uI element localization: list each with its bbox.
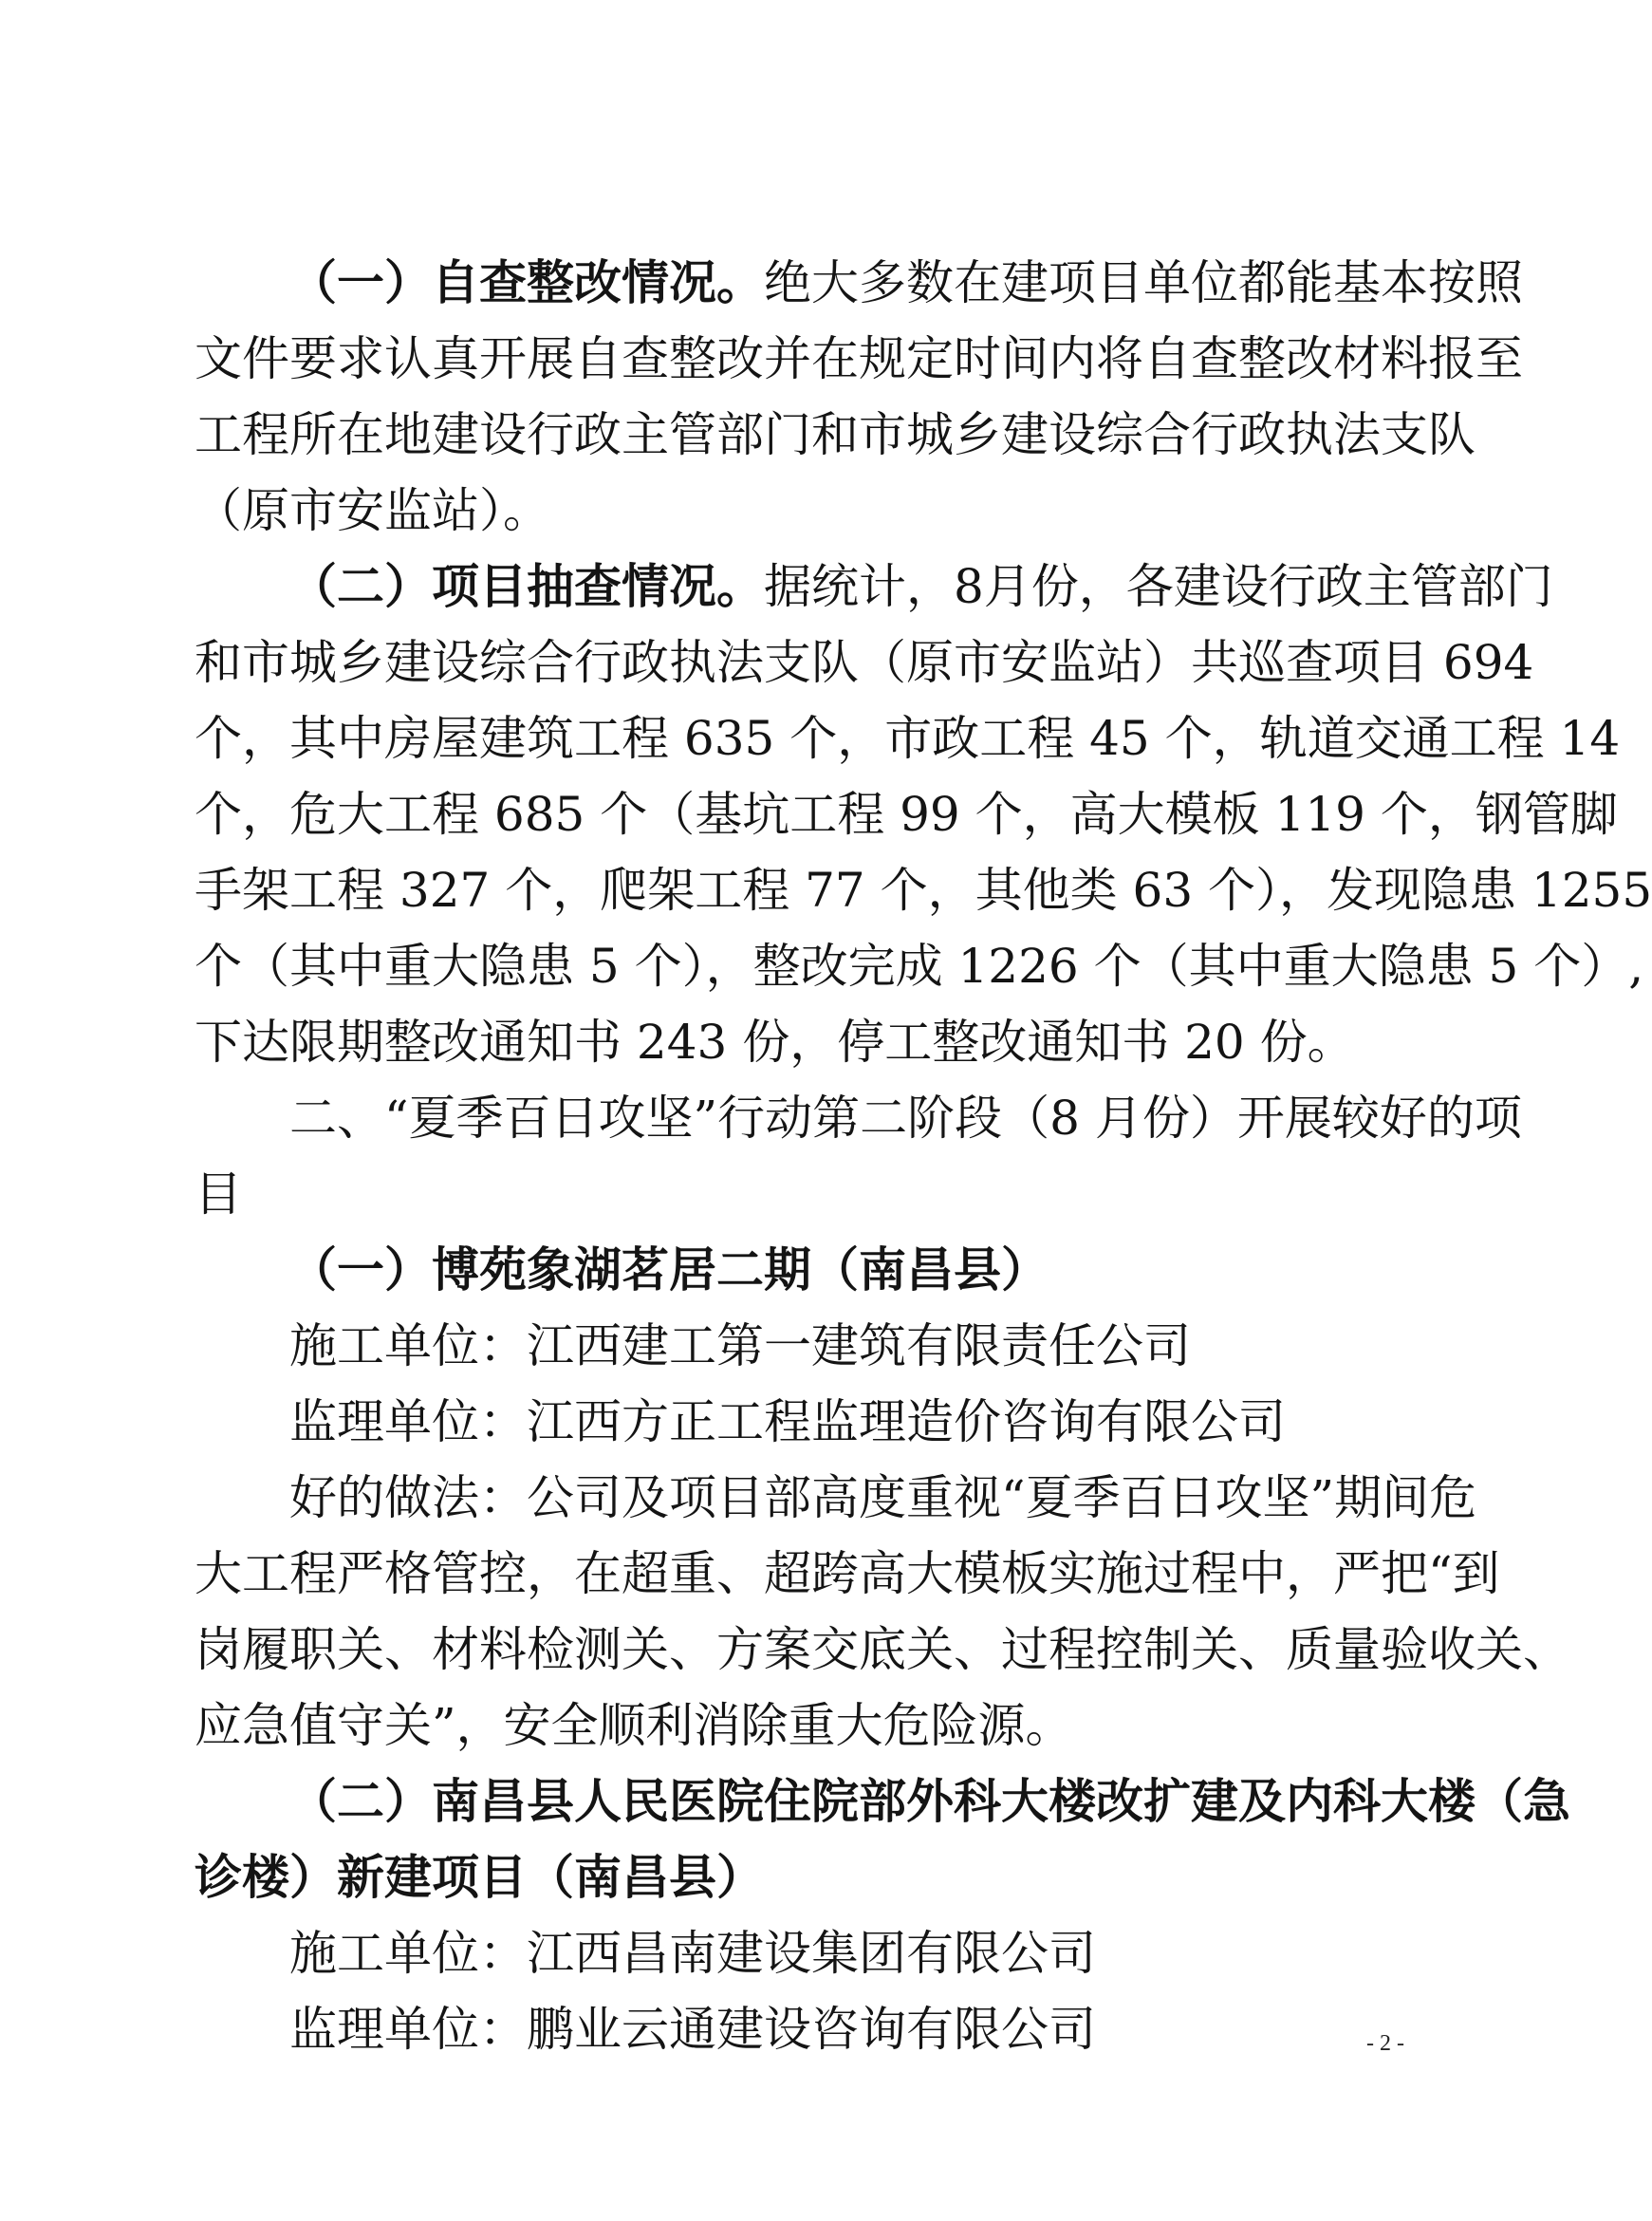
project-title: 诊楼）新建项目（南昌县） xyxy=(195,1849,764,1905)
project-title: （一）博苑象湖茗居二期（南昌县） xyxy=(289,1241,1049,1297)
body-text: 好的做法：公司及项目部高度重视“夏季百日攻坚”期间危 xyxy=(289,1470,1477,1525)
body-text: （原市安监站）。 xyxy=(195,483,550,538)
paragraph-line xyxy=(195,1915,1385,1991)
body-text: 绝大多数在建项目单位都能基本按照 xyxy=(764,255,1523,310)
body-text: 手架工程 327 个，爬架工程 77 个，其他类 63 个），发现隐患 1255 xyxy=(195,863,1652,918)
contractor-text: 施工单位：江西昌南建设集团有限公司 xyxy=(289,1926,1096,1981)
section-heading: （二）项目抽查情况。 xyxy=(289,558,764,614)
body-text: 应急值守关”，安全顺利消除重大危险源。 xyxy=(195,1698,1073,1753)
body-text: 岗履职关、材料检测关、方案交底关、过程控制关、质量验收关、 xyxy=(195,1622,1570,1677)
body-text: 个，危大工程 685 个（基坑工程 99 个，高大模板 119 个，钢管脚 xyxy=(195,787,1618,842)
page-number: - 2 - xyxy=(1366,2031,1404,2056)
paragraph-line xyxy=(195,625,1534,700)
paragraph-line xyxy=(195,700,1621,776)
paragraph-line xyxy=(195,776,1618,852)
paragraph-line xyxy=(195,928,1644,1004)
body-text: 个（其中重大隐患 5 个），整改完成 1226 个（其中重大隐患 5 个）, xyxy=(195,939,1644,994)
supervisor-text: 监理单位：鹏业云通建设咨询有限公司 xyxy=(289,2002,1096,2057)
paragraph-line xyxy=(195,1460,1477,1536)
project-heading xyxy=(195,1764,1570,1839)
project-heading xyxy=(195,1232,1385,1308)
paragraph-line xyxy=(195,397,1476,473)
body-text: 和市城乡建设综合行政执法支队（原市安监站）共巡查项目 694 xyxy=(195,635,1534,690)
paragraph-line xyxy=(195,1991,1385,2067)
supervisor-text: 监理单位：江西方正工程监理造价咨询有限公司 xyxy=(289,1394,1286,1449)
project-title: （二）南昌县人民医院住院部外科大楼改扩建及内科大楼（急 xyxy=(289,1773,1570,1829)
section-title: 目 xyxy=(195,1166,242,1222)
paragraph-line xyxy=(195,245,1523,321)
paragraph-line xyxy=(195,1384,1385,1460)
paragraph-line xyxy=(195,1688,1385,1764)
paragraph-line xyxy=(195,473,1385,549)
contractor-text: 施工单位：江西建工第一建筑有限责任公司 xyxy=(289,1318,1191,1373)
paragraph-line xyxy=(195,1612,1570,1688)
paragraph-line xyxy=(195,1004,1385,1080)
section-title-line xyxy=(195,1080,1522,1156)
section-heading: （一）自查整改情况。 xyxy=(289,254,764,310)
section-title: 二、“夏季百日攻坚”行动第二阶段（8 月份）开展较好的项 xyxy=(289,1091,1522,1146)
paragraph-line xyxy=(195,1536,1500,1612)
project-heading xyxy=(195,1839,1385,1915)
paragraph-line xyxy=(195,1308,1385,1384)
section-title-line xyxy=(195,1156,1385,1232)
paragraph-line xyxy=(195,321,1523,397)
body-text: 大工程严格管控，在超重、超跨高大模板实施过程中，严把“到 xyxy=(195,1546,1500,1601)
body-text: 据统计，8月份，各建设行政主管部门 xyxy=(764,559,1553,614)
body-text: 个，其中房屋建筑工程 635 个，市政工程 45 个，轨道交通工程 14 xyxy=(195,711,1621,766)
body-text: 下达限期整改通知书 243 份，停工整改通知书 20 份。 xyxy=(195,1015,1355,1070)
body-text: 文件要求认真开展自查整改并在规定时间内将自查整改材料报至 xyxy=(195,331,1523,386)
paragraph-line xyxy=(195,852,1652,928)
body-text: 工程所在地建设行政主管部门和市城乡建设综合行政执法支队 xyxy=(195,407,1476,462)
paragraph-line xyxy=(195,549,1553,625)
